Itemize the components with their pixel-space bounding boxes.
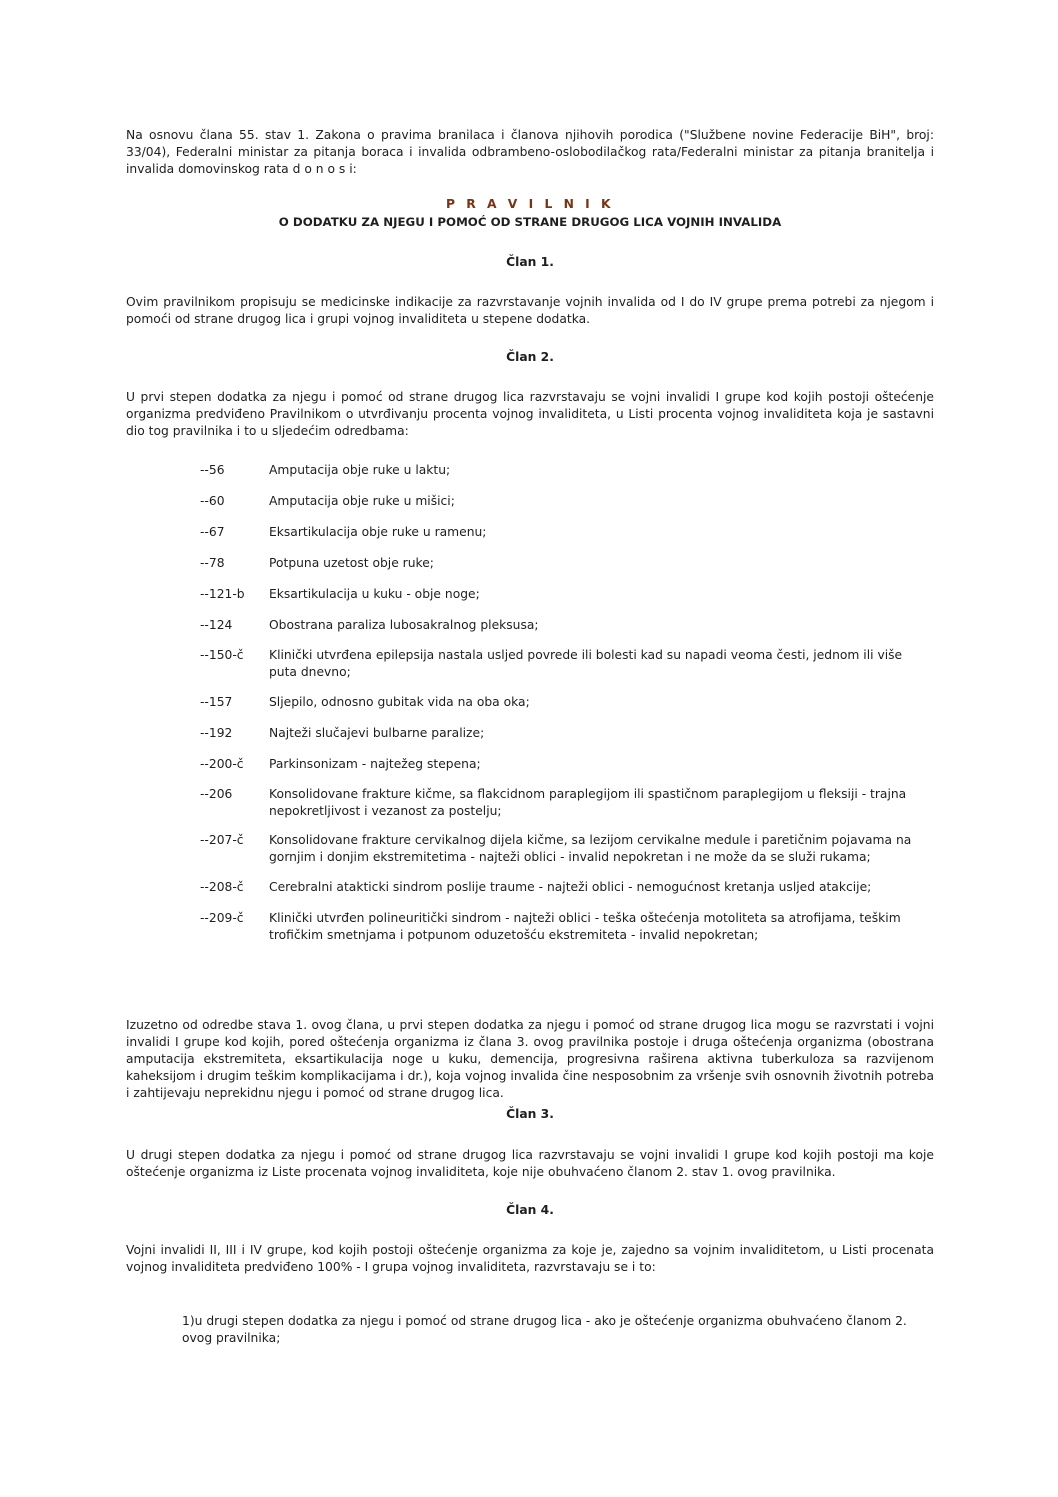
item-code: --209-č (200, 911, 244, 925)
item-code: --78 (200, 556, 225, 570)
item-text: Obostrana paraliza lubosakralnog pleksusa; (269, 618, 539, 632)
item-code: --150-č (200, 648, 244, 662)
clan-3-heading: Član 3. (506, 1107, 554, 1121)
clan-4-text: Vojni invalidi II, III i IV grupe, kod kojih postoji oštećenje organizma za koje je, zajedno sa vojnim invaliditetom, u Listi procenata vojnog invaliditeta predviđeno 100% - I grupa vojnog invaliditeta, razvrstavaju se i to: (126, 1243, 934, 1274)
clan-1-text: Ovim pravilnikom propisuju se medicinske indikacije za razvrstavanje vojnih invalida od I do IV grupe prema potrebi za njegom i pomoći od strane drugog lica i grupi vojnog invaliditeta u stepene dodatka. (126, 295, 934, 326)
clan-4-heading: Član 4. (506, 1203, 554, 1217)
item-text: Konsolidovane frakture kičme, sa flakcidnom paraplegijom ili spastičnom paraplegijom u fleksiji - trajna nepokretljivost i vezanost za postelju; (269, 787, 907, 818)
item-code: --121-b (200, 587, 245, 601)
item-code: --67 (200, 525, 225, 539)
item-text: Amputacija obje ruke u laktu; (269, 463, 451, 477)
document-title: P R A V I L N I K (445, 197, 615, 211)
numbered-item (182, 1313, 934, 1347)
item-code: --200-č (200, 757, 244, 771)
item-code: --208-č (200, 880, 244, 894)
item-text: Klinički utvrđena epilepsija nastala usljed povrede ili bolesti kad su napadi veoma česti, jednom ili više puta dnevno; (269, 648, 903, 679)
item-code: --124 (200, 618, 233, 632)
clan-3-text: U drugi stepen dodatka za njegu i pomoć od strane drugog lica razvrstavaju se vojni invalidi I grupe kod kojih postoji ma koje oštećenje organizma iz Liste procenata vojnog invaliditeta, koje nije obuhvaćeno članom 2. stav 1. ovog pravilnika. (126, 1148, 934, 1179)
item-code: --206 (200, 787, 233, 801)
item-code: --157 (200, 695, 233, 709)
item-code: --56 (200, 463, 225, 477)
item-text: Parkinsonizam - najtežeg stepena; (269, 757, 481, 771)
clan-1-heading: Član 1. (506, 255, 554, 269)
clan-2-heading: Član 2. (506, 350, 554, 364)
item-text: Klinički utvrđen polineuritički sindrom - najteži oblici - teška oštećenja motoliteta sa atrofijama, teškim trofičkim smetnjama i potpunom oduzetošću ekstremiteta - invalid nepokretan; (269, 911, 901, 942)
document-subtitle: O DODATKU ZA NJEGU I POMOĆ OD STRANE DRUGOG LICA VOJNIH INVALIDA (278, 215, 782, 229)
item-code: --192 (200, 726, 233, 740)
item-text: Potpuna uzetost obje ruke; (269, 556, 434, 570)
item-text: Amputacija obje ruke u mišici; (269, 494, 455, 508)
intro-paragraph: Na osnovu člana 55. stav 1. Zakona o pravima branilaca i članova njihovih porodica ("Službene novine Federacije BiH", broj: 33/04), Federalni ministar za pitanja boraca i invalida odbrambeno-oslobodilačkog rata/Federalni ministar za pitanja branitelja i invalida domovinskog rata d o n o s i: (126, 128, 934, 176)
item-text: Cerebralni atakticki sindrom poslije traume - najteži oblici - nemogućnost kretanja usljed atakcije; (269, 880, 872, 894)
item-code: --60 (200, 494, 225, 508)
clan-2-text: U prvi stepen dodatka za njegu i pomoć od strane drugog lica razvrstavaju se vojni invalidi I grupe kod kojih postoji oštećenje organizma predviđeno Pravilnikom o utvrđivanju procenta vojnog invaliditeta, u Listi procenta vojnog invaliditeta koja je sastavni dio tog pravilnika i to u sljedećim odredbama: (126, 390, 934, 438)
item-text: Eksartikulacija u kuku - obje noge; (269, 587, 480, 601)
clan-2-text-2: Izuzetno od odredbe stava 1. ovog člana, u prvi stepen dodatka za njegu i pomoć od strane drugog lica mogu se razvrstati i vojni invalidi I grupe kod kojih, pored oštećenja organizma iz člana 3. ovog pravilnika postoje i druga oštećenja organizma (obostrana amputacija ekstremiteta, eksartikulacija noge u kuku, demencija, progresivna raširena aktivna tuberkuloza sa razvijenom kaheksijom i drugim teškim komplikacijama i dr.), koja vojnog invalida čine nesposobnim za vršenje svih osnovnih životnih potreba i zahtijevaju neprekidnu njegu i pomoć od strane drugog lica. (126, 1018, 934, 1100)
item-text: Sljepilo, odnosno gubitak vida na oba oka; (269, 695, 530, 709)
item-text: Eksartikulacija obje ruke u ramenu; (269, 525, 487, 539)
numbered-item-text: 1)u drugi stepen dodatka za njegu i pomoć od strane drugog lica - ako je oštećenje organizma obuhvaćeno članom 2. ovog pravilnika; (182, 1314, 907, 1345)
item-text: Najteži slučajevi bulbarne paralize; (269, 726, 485, 740)
item-code: --207-č (200, 833, 244, 847)
item-text: Konsolidovane frakture cervikalnog dijela kičme, sa lezijom cervikalne medule i paretičnim pojavama na gornjim i donjim ekstremitetima - najteži oblici - invalid nepokretan i ne može da se služi rukama; (269, 833, 912, 864)
